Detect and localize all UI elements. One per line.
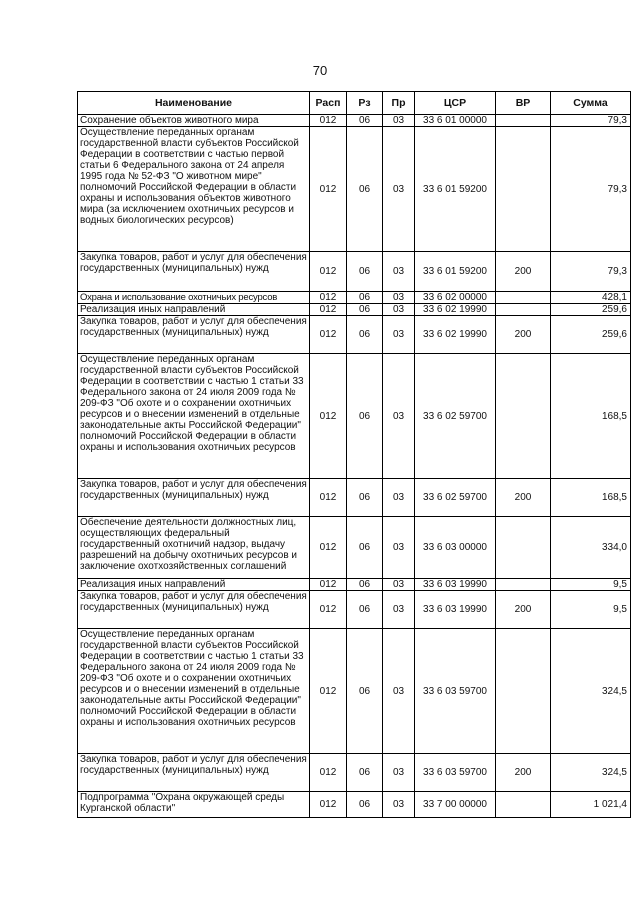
cell-pr: 03 [383,792,415,818]
cell-name: Охрана и использование охотничьих ресурсов [78,292,310,304]
table-row [78,252,631,292]
header-sum: Сумма [551,92,631,115]
cell-name: Обеспечение деятельности должностных лиц, осуществляющих федеральный государственный охотничий надзор, выдачу разрешений на добычу охотничьих ресурсов и заключение охотхозяйственных соглашений [78,517,310,579]
cell-sum: 9,5 [551,591,631,629]
cell-sum: 168,5 [551,479,631,517]
cell-rz: 06 [347,517,383,579]
cell-pr: 03 [383,354,415,479]
table-row [78,127,631,252]
cell-name: Сохранение объектов животного мира [78,115,310,127]
cell-rasp: 012 [310,591,347,629]
cell-rasp: 012 [310,292,347,304]
cell-sum: 79,3 [551,127,631,252]
cell-sum: 334,0 [551,517,631,579]
cell-sum: 428,1 [551,292,631,304]
cell-sum: 9,5 [551,579,631,591]
cell-sum: 79,3 [551,115,631,127]
cell-csr: 33 6 03 59700 [415,629,496,754]
cell-pr: 03 [383,316,415,354]
cell-pr: 03 [383,517,415,579]
cell-csr: 33 6 01 59200 [415,127,496,252]
cell-csr: 33 6 03 00000 [415,517,496,579]
budget-table [77,91,631,818]
cell-name: Закупка товаров, работ и услуг для обеспечения государственных (муниципальных) нужд [78,316,310,354]
cell-name: Подпрограмма "Охрана окружающей среды Курганской области" [78,792,310,818]
cell-name: Осуществление переданных органам государственной власти субъектов Российской Федерации в соответствии с частью 1 статьи 33 Федерального закона от 24 июля 2009 года № 209-ФЗ "Об охоте и о сохранении охотничьих ресурсов и о внесении изменений в отдельные законодательные акты Российской Федерации" полномочий Российской Федерации в области охраны и использования охотничьих ресурсов [78,354,310,479]
cell-vr: 200 [496,252,551,292]
cell-sum: 168,5 [551,354,631,479]
table-row [78,316,631,354]
cell-rz: 06 [347,479,383,517]
cell-vr [496,792,551,818]
cell-pr: 03 [383,115,415,127]
cell-pr: 03 [383,304,415,316]
table-row [78,754,631,792]
cell-vr [496,127,551,252]
table-row [78,354,631,479]
header-pr: Пр [383,92,415,115]
table-row [78,629,631,754]
table-row [78,579,631,591]
cell-csr: 33 6 02 59700 [415,354,496,479]
cell-vr: 200 [496,479,551,517]
table-row [78,115,631,127]
cell-sum: 324,5 [551,629,631,754]
cell-vr: 200 [496,591,551,629]
cell-rasp: 012 [310,629,347,754]
cell-rasp: 012 [310,579,347,591]
cell-rz: 06 [347,754,383,792]
cell-rz: 06 [347,292,383,304]
cell-sum: 259,6 [551,304,631,316]
cell-csr: 33 6 03 19990 [415,591,496,629]
cell-vr [496,579,551,591]
cell-sum: 79,3 [551,252,631,292]
page-number: 70 [312,63,328,78]
cell-vr [496,304,551,316]
table-row [78,479,631,517]
cell-rz: 06 [347,629,383,754]
header-name: Наименование [78,92,310,115]
cell-rasp: 012 [310,252,347,292]
cell-csr: 33 6 03 59700 [415,754,496,792]
cell-name: Осуществление переданных органам государственной власти субъектов Российской Федерации в соответствии с частью 1 статьи 33 Федерального закона от 24 июля 2009 года № 209-ФЗ "Об охоте и о сохранении охотничьих ресурсов и о внесении изменений в отдельные законодательные акты Российской Федерации" полномочий Российской Федерации в области охраны и использования охотничьих ресурсов [78,629,310,754]
cell-vr [496,292,551,304]
cell-csr: 33 6 02 59700 [415,479,496,517]
table-row [78,304,631,316]
header-csr: ЦСР [415,92,496,115]
cell-rz: 06 [347,579,383,591]
table-header-row [78,92,631,115]
cell-rasp: 012 [310,316,347,354]
cell-csr: 33 6 01 59200 [415,252,496,292]
cell-rasp: 012 [310,115,347,127]
cell-rasp: 012 [310,304,347,316]
cell-rasp: 012 [310,354,347,479]
cell-csr: 33 6 02 19990 [415,304,496,316]
cell-pr: 03 [383,479,415,517]
cell-name: Реализация иных направлений [78,304,310,316]
cell-rasp: 012 [310,127,347,252]
cell-csr: 33 6 03 19990 [415,579,496,591]
cell-rz: 06 [347,304,383,316]
cell-pr: 03 [383,754,415,792]
cell-rz: 06 [347,591,383,629]
table-row [78,517,631,579]
cell-sum: 1 021,4 [551,792,631,818]
cell-rasp: 012 [310,479,347,517]
table-row [78,292,631,304]
header-rz: Рз [347,92,383,115]
cell-pr: 03 [383,629,415,754]
cell-vr: 200 [496,754,551,792]
cell-vr [496,629,551,754]
header-rasp: Расп [310,92,347,115]
cell-csr: 33 6 01 00000 [415,115,496,127]
cell-pr: 03 [383,127,415,252]
cell-vr [496,354,551,479]
cell-vr [496,517,551,579]
cell-rz: 06 [347,115,383,127]
cell-pr: 03 [383,252,415,292]
table-row [78,591,631,629]
cell-name: Реализация иных направлений [78,579,310,591]
cell-sum: 259,6 [551,316,631,354]
cell-pr: 03 [383,579,415,591]
cell-pr: 03 [383,292,415,304]
cell-rasp: 012 [310,517,347,579]
table-row [78,792,631,818]
cell-csr: 33 6 02 19990 [415,316,496,354]
cell-name: Закупка товаров, работ и услуг для обеспечения государственных (муниципальных) нужд [78,754,310,792]
cell-sum: 324,5 [551,754,631,792]
cell-rz: 06 [347,252,383,292]
cell-rz: 06 [347,354,383,479]
cell-name: Закупка товаров, работ и услуг для обеспечения государственных (муниципальных) нужд [78,479,310,517]
cell-vr: 200 [496,316,551,354]
cell-csr: 33 7 00 00000 [415,792,496,818]
cell-vr [496,115,551,127]
cell-name: Закупка товаров, работ и услуг для обеспечения государственных (муниципальных) нужд [78,591,310,629]
cell-rz: 06 [347,316,383,354]
cell-rz: 06 [347,127,383,252]
cell-rasp: 012 [310,754,347,792]
cell-rz: 06 [347,792,383,818]
cell-pr: 03 [383,591,415,629]
cell-csr: 33 6 02 00000 [415,292,496,304]
cell-rasp: 012 [310,792,347,818]
cell-name: Осуществление переданных органам государственной власти субъектов Российской Федерации в соответствии с частью первой статьи 6 Федерального закона от 24 апреля 1995 года № 52-ФЗ "О животном мире" полномочий Российской Федерации в области охраны и использования объектов животного мира (за исключением охотничьих ресурсов и водных биологических ресурсов) [78,127,310,252]
header-vr: ВР [496,92,551,115]
cell-name: Закупка товаров, работ и услуг для обеспечения государственных (муниципальных) нужд [78,252,310,292]
